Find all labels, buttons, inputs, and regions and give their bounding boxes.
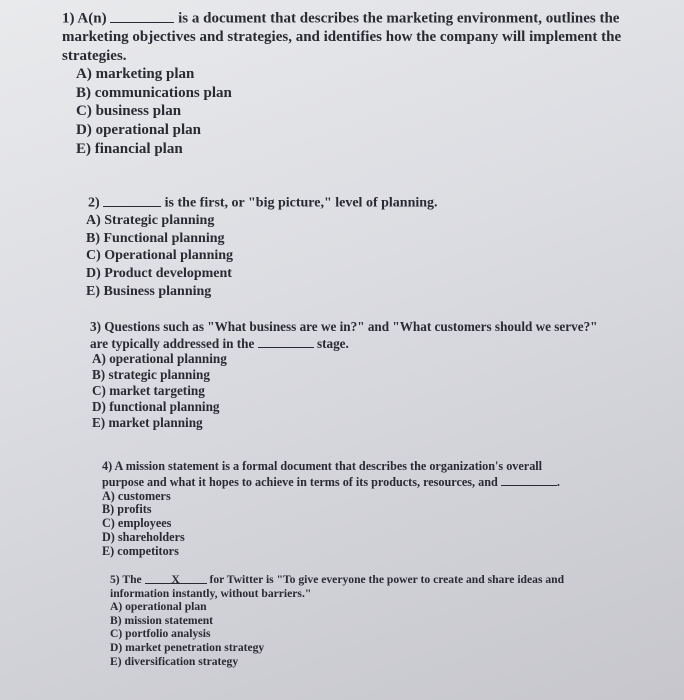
question-1 [62, 8, 621, 158]
question-1-text-line2: marketing objectives and strategies, and identifies how the company will implement the [62, 29, 622, 46]
question-1-text-line3: strategies. [62, 47, 127, 64]
question-3-text-before-blank: are typically addressed in the [90, 335, 255, 351]
question-1-prompt [62, 8, 621, 28]
question-3-option-a: A) operational planning [92, 351, 227, 367]
question-1-number: 1) A(n) [62, 10, 107, 27]
question-4-blank [501, 474, 557, 486]
question-4-text-before-blank: purpose and what it hopes to achieve in terms of its products, resources, and [102, 474, 498, 489]
question-5-text: for Twitter is "To give everyone the power to create and share ideas and [209, 573, 565, 586]
question-5-text-before-blank: 5) The [110, 573, 142, 586]
question-3-text-after-blank: stage. [316, 335, 349, 351]
question-4-option-a: A) customers [102, 488, 171, 503]
question-2 [86, 193, 438, 300]
question-2-prompt [88, 193, 438, 212]
question-5-option-d: D) market penetration strategy [110, 640, 265, 654]
question-1-option-d: D) operational plan [76, 122, 202, 139]
question-5-option-b: B) mission statement [110, 613, 214, 627]
question-4-text: 4) A mission statement is a formal document that describes the organization's overall [102, 459, 543, 473]
question-3-blank [258, 335, 314, 348]
question-2-option-a: A) Strategic planning [86, 213, 215, 229]
question-3-option-b: B) strategic planning [92, 367, 210, 383]
question-3-option-e: E) market planning [92, 414, 203, 430]
question-3-text: 3) Questions such as "What business are we in?" and "What customers should we serve?" [90, 319, 598, 334]
question-2-option-d: D) Product development [86, 265, 232, 281]
question-5-prompt [110, 573, 564, 587]
question-1-option-a: A) marketing plan [76, 66, 195, 83]
question-3-option-c: C) market targeting [92, 383, 205, 399]
question-3-option-d: D) functional planning [92, 398, 220, 414]
question-4-option-c: C) employees [102, 516, 172, 531]
question-1-option-c: C) business plan [76, 103, 182, 120]
question-2-text: is the first, or "big picture," level of planning. [164, 195, 438, 211]
question-3-text-line2 [90, 335, 598, 352]
question-1-text: is a document that describes the marketing environment, outlines the [178, 10, 620, 27]
question-2-option-c: C) Operational planning [86, 248, 234, 264]
question-4 [102, 460, 560, 559]
question-4-text-after-blank: . [556, 474, 560, 489]
question-1-blank [110, 8, 174, 23]
question-4-option-d: D) shareholders [102, 529, 185, 544]
question-2-blank [103, 193, 161, 207]
question-2-option-e: E) Business planning [86, 283, 212, 299]
question-1-option-e: E) financial plan [76, 140, 183, 157]
question-2-number: 2) [88, 195, 100, 211]
question-5 [110, 573, 564, 668]
question-1-option-b: B) communications plan [76, 84, 232, 101]
question-5-blank [145, 573, 207, 584]
question-5-option-a: A) operational plan [110, 600, 207, 614]
question-4-text-line2 [102, 474, 560, 490]
question-4-option-e: E) competitors [102, 543, 179, 558]
question-5-text-line2: information instantly, without barriers." [110, 586, 312, 600]
question-2-option-b: B) Functional planning [86, 230, 225, 246]
question-4-option-b: B) profits [102, 502, 152, 517]
question-5-option-e: E) diversification strategy [110, 654, 239, 668]
question-5-blank-answer: X [171, 573, 180, 586]
question-3 [90, 319, 598, 430]
question-5-option-c: C) portfolio analysis [110, 627, 211, 641]
